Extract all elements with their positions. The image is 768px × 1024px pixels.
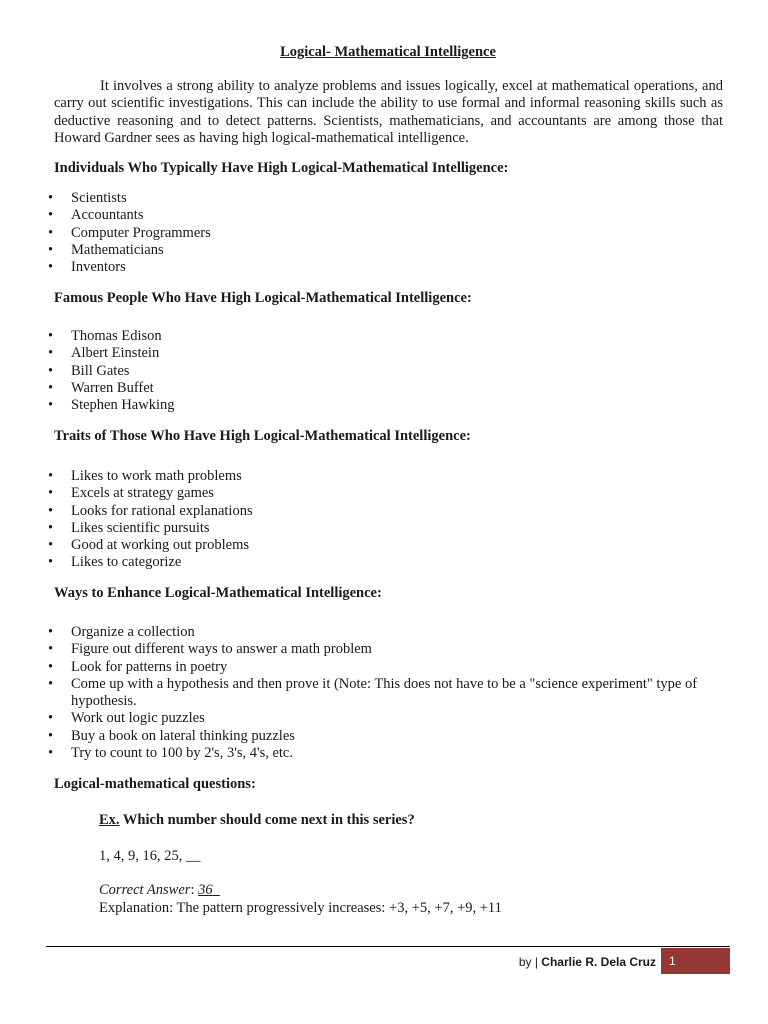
heading-famous-people: Famous People Who Have High Logical-Mathematical Intelligence: bbox=[54, 290, 472, 306]
list-item: • Try to count to 100 by 2's, 3's, 4's, etc. bbox=[48, 745, 728, 762]
list-item: • Excels at strategy games bbox=[48, 485, 728, 502]
list-item: • Work out logic puzzles bbox=[48, 710, 728, 727]
list-item: • Accountants bbox=[48, 207, 728, 224]
list-item: • Look for patterns in poetry bbox=[48, 659, 728, 676]
list-item: • Figure out different ways to answer a math problem bbox=[48, 641, 728, 658]
heading-questions: Logical-mathematical questions: bbox=[54, 776, 256, 792]
list-individuals bbox=[48, 190, 728, 276]
list-item: • Likes to categorize bbox=[48, 554, 728, 571]
list-item: • Likes scientific pursuits bbox=[48, 520, 728, 537]
list-item: • Stephen Hawking bbox=[48, 397, 728, 414]
list-item: • Bill Gates bbox=[48, 363, 728, 380]
correct-answer-value: 36 bbox=[198, 882, 213, 898]
footer-author: Charlie R. Dela Cruz bbox=[541, 955, 656, 969]
list-item: • Come up with a hypothesis and then prove it (Note: This does not have to be a "science experiment" type of hypothesis. bbox=[48, 676, 728, 711]
list-item: • Albert Einstein bbox=[48, 345, 728, 362]
example-question-text: Which number should come next in this series? bbox=[122, 812, 415, 828]
correct-answer-label: Correct Answer bbox=[99, 882, 191, 898]
list-item: • Warren Buffet bbox=[48, 380, 728, 397]
list-item: • Buy a book on lateral thinking puzzles bbox=[48, 728, 728, 745]
example-question bbox=[99, 812, 415, 829]
list-famous-people bbox=[48, 328, 728, 414]
page-number: 1 bbox=[669, 954, 676, 968]
list-item: • Organize a collection bbox=[48, 624, 728, 641]
footer-by: by | bbox=[518, 955, 538, 969]
list-ways-to-enhance bbox=[48, 624, 728, 762]
list-item: • Scientists bbox=[48, 190, 728, 207]
heading-individuals: Individuals Who Typically Have High Logical-Mathematical Intelligence: bbox=[54, 160, 509, 176]
heading-traits: Traits of Those Who Have High Logical-Mathematical Intelligence: bbox=[54, 428, 471, 444]
list-item: • Mathematicians bbox=[48, 242, 728, 259]
number-series: 1, 4, 9, 16, 25, __ bbox=[99, 848, 201, 864]
page-number-badge bbox=[661, 948, 730, 974]
list-item: • Good at working out problems bbox=[48, 537, 728, 554]
footer-attribution bbox=[450, 954, 656, 971]
heading-ways-to-enhance: Ways to Enhance Logical-Mathematical Intelligence: bbox=[54, 585, 382, 601]
document-title: Logical- Mathematical Intelligence bbox=[280, 44, 496, 60]
list-traits bbox=[48, 468, 728, 572]
example-label: Ex. bbox=[99, 812, 120, 828]
footer-divider bbox=[46, 946, 730, 947]
answer-explanation: Explanation: The pattern progressively increases: +3, +5, +7, +9, +11 bbox=[99, 900, 502, 916]
correct-answer: Correct Answer: 36 bbox=[99, 882, 213, 898]
list-item: • Looks for rational explanations bbox=[48, 503, 728, 520]
list-item: • Thomas Edison bbox=[48, 328, 728, 345]
list-item: • Computer Programmers bbox=[48, 225, 728, 242]
intro-paragraph: It involves a strong ability to analyze problems and issues logically, excel at mathematical operations, and carry out scientific investigations. This can include the ability to use formal and informal reasoning skills such as deductive reasoning and to detect patterns. Scientists, mathematicians, and accountants are among those that Howard Gardner sees as having high logical-mathematical intelligence. bbox=[54, 78, 723, 146]
list-item: • Inventors bbox=[48, 259, 728, 276]
list-item: • Likes to work math problems bbox=[48, 468, 728, 485]
